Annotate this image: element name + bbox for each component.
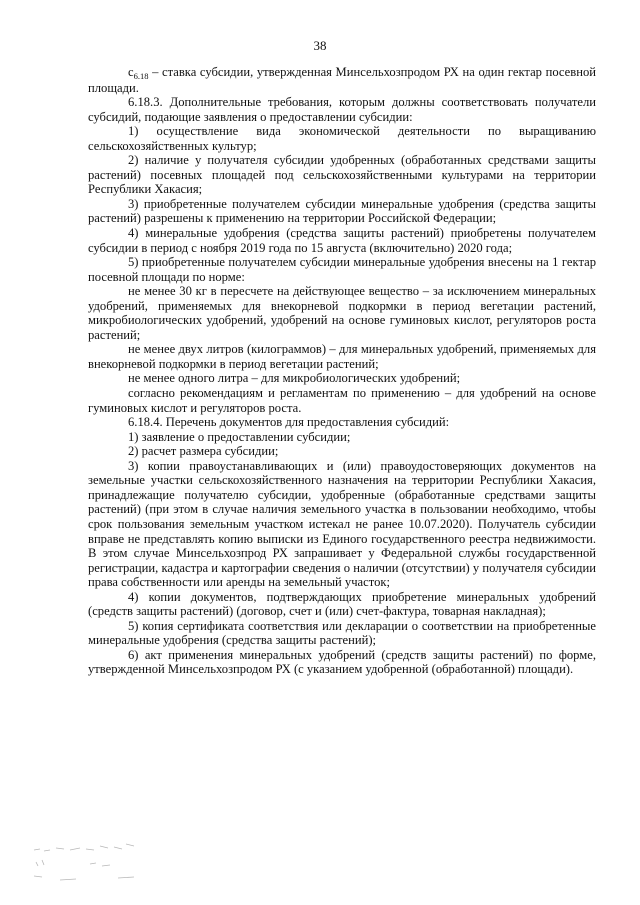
list-item-document-1: 1) заявление о предоставлении субсидии; [128, 429, 351, 444]
norm-item-30kg: не менее 30 кг в пересчете на действующее вещество – за исключением минеральных удобрений, применяемых для внекорневой подкормки в период вегетации растений, микробиологических удобрений, удобрений на основе гуминовых кислот, регуляторов роста растений; [88, 284, 596, 342]
list-item-requirement-2: 2) наличие у получателя субсидии удобренных (обработанных средствами защиты растений) посевных площадей под сельскохозяйственными культурами на территории Республики Хакасия; [88, 153, 596, 197]
list-item-requirement-5: 5) приобретенные получателем субсидии минеральные удобрения внесены на 1 гектар посевной площади по норме: [88, 255, 596, 284]
page-number: 38 [313, 38, 327, 53]
list-item-document-2: 2) расчет размера субсидии; [128, 444, 279, 459]
rate-symbol: с [128, 65, 134, 79]
paragraph-6-18-4: 6.18.4. Перечень документов для предоставления субсидий: [128, 415, 450, 430]
paragraph-6-18-3: 6.18.3. Дополнительные требования, которым должны соответствовать получатели субсидий, подающие заявления о предоставлении субсидии: [88, 95, 596, 124]
list-item-document-3: 3) копии правоустанавливающих и (или) правоудостоверяющих документов на земельные участки сельскохозяйственного назначения на территории Республики Хакасия, принадлежащие получателю субсидии, удобренные (обработанные средствами защиты растений) (при этом в случае наличия земельного участка в пользовании необходимо, чтобы срок пользования земельным участком истекал не ранее 10.07.2020). Получатель субсидии вправе не представлять копию выписки из Единого государственного реестра недвижимости. В этом случае Минсельхозпрод РХ запрашивает у Федеральной службы государственной регистрации, кадастра и картографии сведения о наличии (отсутствии) у получателя субсидии права собственности или аренды на земельный участок; [88, 458, 596, 590]
list-item-requirement-1: 1) осуществление вида экономической деятельности по выращиванию сельскохозяйственных культур; [88, 124, 596, 153]
rate-subscript: 6.18 [133, 71, 149, 81]
norm-item-two-liters: не менее двух литров (килограммов) – для минеральных удобрений, применяемых для внекорневой подкормки в период вегетации растений; [88, 342, 596, 371]
rate-description: – ставка субсидии, утвержденная Минсельхозпродом РХ на один гектар посевной площади. [88, 65, 596, 95]
list-item-requirement-3: 3) приобретенные получателем субсидии минеральные удобрения (средства защиты растений) разрешены к применению на территории Российской Федерации; [88, 196, 596, 226]
list-item-document-4: 4) копии документов, подтверждающих приобретение минеральных удобрений (средств защиты растений) (договор, счет и (или) счет-фактура, товарная накладная); [88, 589, 596, 619]
list-item-document-5: 5) копия сертификата соответствия или декларации о соответствии на приобретенные минеральные удобрения (средства защиты растений); [88, 618, 596, 648]
scan-artifact [30, 836, 150, 886]
paragraph-rate-definition [88, 65, 596, 95]
norm-item-one-liter: не менее одного литра – для микробиологических удобрений; [128, 371, 461, 386]
list-item-requirement-4: 4) минеральные удобрения (средства защиты растений) приобретены получателем субсидии в период с ноября 2019 года по 15 августа (включительно) 2020 года; [88, 226, 596, 255]
document-body [88, 65, 596, 677]
norm-item-recommendations: согласно рекомендациям и регламентам по применению – для удобрений на основе гуминовых кислот и регуляторов роста. [88, 386, 596, 415]
list-item-document-6: 6) акт применения минеральных удобрений (средств защиты растений) по форме, утвержденной Минсельхозпродом РХ (с указанием удобренной (обработанной) площади). [88, 647, 596, 677]
